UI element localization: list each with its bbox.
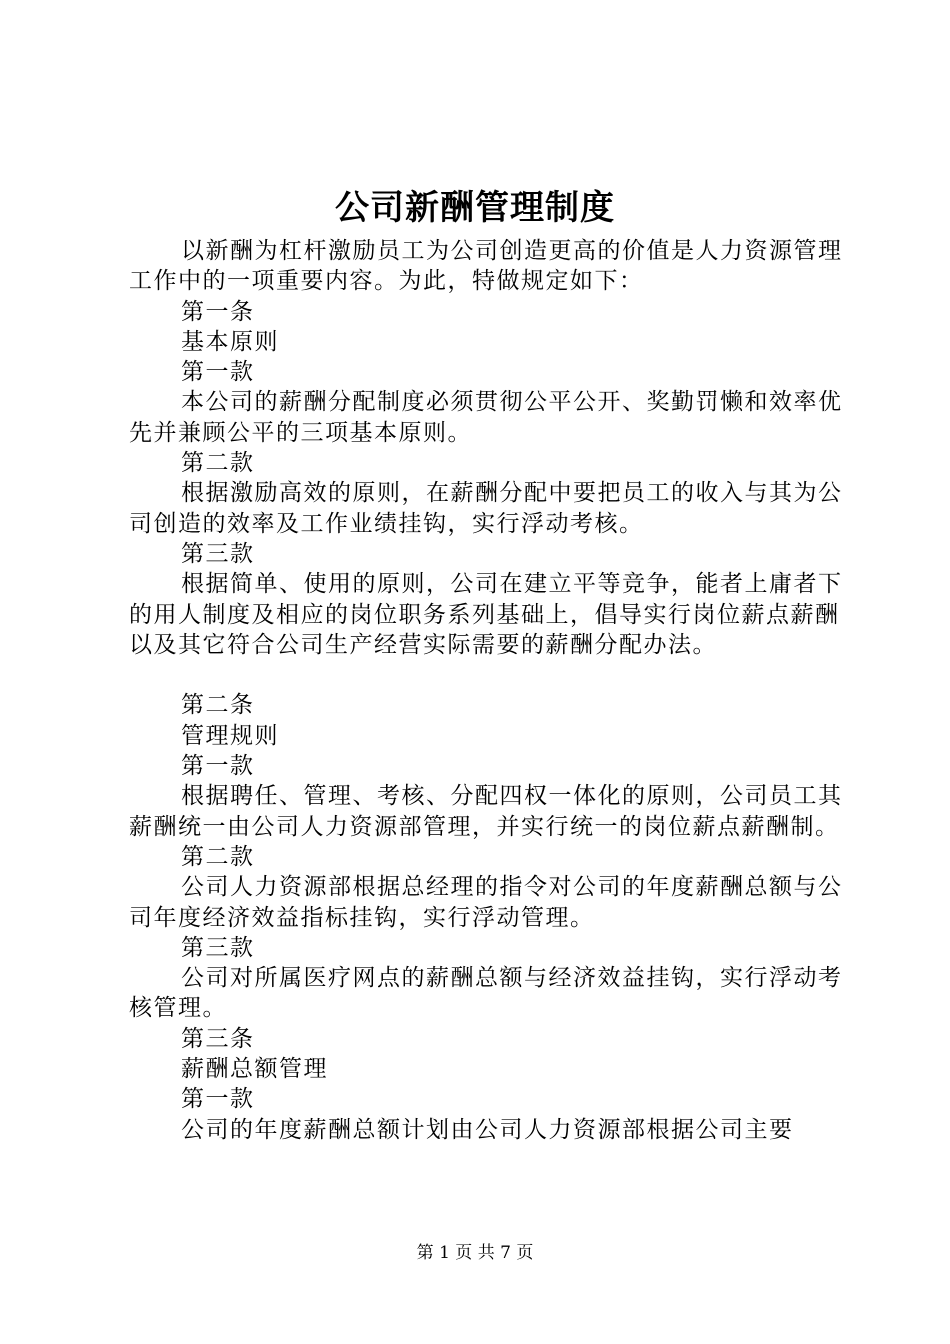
article-2-clause-2-label: 第二款 <box>181 843 255 870</box>
article-2-clause-3-label: 第三款 <box>181 934 255 961</box>
article-1-label: 第一条 <box>181 298 255 325</box>
document-body <box>129 236 849 1145</box>
article-2-clause-1-text: 根据聘任、管理、考核、分配四权一体化的原则，公司员工其薪酬统一由公司人力资源部管理，并实行统一的岗位薪点薪酬制。 <box>129 783 843 840</box>
article-2-clause-1-label: 第一款 <box>181 753 255 780</box>
article-1-clause-1-text: 本公司的薪酬分配制度必须贯彻公平公开、奖勤罚懒和效率优先并兼顾公平的三项基本原则。 <box>129 389 843 446</box>
article-1-clause-3-label: 第三款 <box>181 540 255 567</box>
article-1-clause-2-label: 第二款 <box>181 450 255 477</box>
article-3-heading: 薪酬总额管理 <box>181 1056 328 1083</box>
page-indicator: 第 1 页 共 7 页 <box>416 1243 534 1263</box>
article-1-clause-2-text: 根据激励高效的原则，在薪酬分配中要把员工的收入与其为公司创造的效率及工作业绩挂钩，实行浮动考核。 <box>129 480 843 537</box>
intro-paragraph: 以新酬为杠杆激励员工为公司创造更高的价值是人力资源管理工作中的一项重要内容。为此，特做规定如下： <box>129 238 843 295</box>
article-2-clause-2-text: 公司人力资源部根据总经理的指令对公司的年度薪酬总额与公司年度经济效益指标挂钩，实行浮动管理。 <box>129 874 843 931</box>
article-2-clause-3-text: 公司对所属医疗网点的薪酬总额与经济效益挂钩，实行浮动考核管理。 <box>129 965 843 1022</box>
article-1-clause-1-label: 第一款 <box>181 359 255 386</box>
page-footer <box>0 1242 950 1264</box>
article-3-clause-1-label: 第一款 <box>181 1086 255 1113</box>
document-title: 公司新酬管理制度 <box>335 188 615 228</box>
article-1-heading: 基本原则 <box>181 328 279 355</box>
article-3-clause-1-text: 公司的年度薪酬总额计划由公司人力资源部根据公司主要 <box>181 1116 794 1143</box>
article-1-clause-3-text: 根据简单、使用的原则，公司在建立平等竞争，能者上庸者下的用人制度及相应的岗位职务系列基础上，倡导实行岗位薪点薪酬以及其它符合公司生产经营实际需要的薪酬分配办法。 <box>129 571 843 658</box>
paragraph-gap <box>129 660 849 690</box>
article-2-label: 第二条 <box>181 692 255 719</box>
article-2-heading: 管理规则 <box>181 722 279 749</box>
article-3-label: 第三条 <box>181 1025 255 1052</box>
